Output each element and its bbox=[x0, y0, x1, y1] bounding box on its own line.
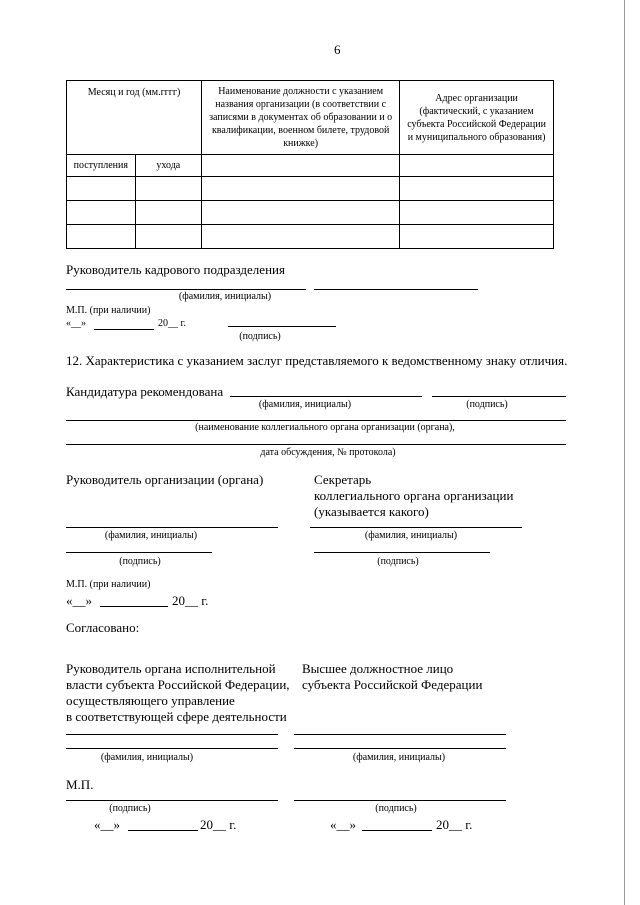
top-official-line1: Высшее должностное лицо bbox=[302, 661, 454, 676]
exec-head-line3: осуществляющего управление bbox=[66, 693, 235, 708]
section12-recommended: Кандидатура рекомендована bbox=[66, 384, 224, 399]
secretary-line3: (указывается какого) bbox=[314, 504, 429, 519]
top-official-name-line bbox=[294, 748, 506, 749]
section12-collegial-line bbox=[66, 420, 566, 421]
table-cell bbox=[202, 155, 400, 177]
exec-head-line1: Руководитель органа исполнительной bbox=[66, 661, 276, 676]
org-head-date-open: «__» bbox=[66, 593, 92, 608]
section12-heading: 12. Характеристика с указанием заслуг представляемого к ведомственному знаку отличия. bbox=[66, 353, 568, 368]
section12-protocol-line bbox=[66, 444, 566, 445]
hr-head-date-year: 20__ г. bbox=[158, 318, 186, 329]
section12-sign-line bbox=[432, 396, 566, 397]
secretary-title bbox=[314, 472, 513, 520]
page-edge bbox=[624, 0, 625, 905]
secretary-line2: коллегиального органа организации bbox=[314, 488, 514, 503]
hr-head-title: Руководитель кадрового подразделения bbox=[66, 262, 285, 277]
exec-head-line2: власти субъекта Российской Федерации, bbox=[66, 677, 290, 692]
exec-head-name-caption: (фамилия, инициалы) bbox=[100, 752, 194, 763]
top-official-line bbox=[294, 734, 506, 735]
hr-head-sign-line bbox=[228, 326, 336, 327]
org-head-date-year: 20__ г. bbox=[172, 593, 209, 608]
hr-head-date-line bbox=[94, 329, 154, 330]
secretary-sign-caption: (подпись) bbox=[377, 556, 419, 567]
exec-head-date-year: 20__ г. bbox=[200, 817, 237, 832]
org-head-name-caption: (фамилия, инициалы) bbox=[104, 530, 198, 541]
section12-name-line bbox=[230, 396, 422, 397]
secretary-line1: Секретарь bbox=[314, 472, 372, 487]
sub-header-out: ухода bbox=[135, 155, 202, 177]
sub-header-in: поступления bbox=[67, 155, 136, 177]
hr-head-line bbox=[66, 289, 306, 290]
section12-protocol-caption: дата обсуждения, № протокола) bbox=[260, 447, 396, 458]
org-head-sign-caption: (подпись) bbox=[119, 556, 161, 567]
top-official-date-line bbox=[362, 830, 432, 831]
secretary-name-caption: (фамилия, инициалы) bbox=[364, 530, 458, 541]
org-head-title: Руководитель организации (органа) bbox=[66, 472, 264, 487]
section12-collegial-caption: (наименование коллегиального органа организации (органа), bbox=[195, 422, 455, 433]
secretary-name-line bbox=[310, 527, 522, 528]
exec-head-line bbox=[66, 734, 278, 735]
top-official-title bbox=[302, 661, 482, 693]
exec-head-date-line bbox=[128, 830, 198, 831]
table-row bbox=[67, 225, 554, 249]
hr-head-stamp: М.П. (при наличии) bbox=[66, 305, 151, 316]
table-row bbox=[67, 177, 554, 201]
section12-sign-caption: (подпись) bbox=[466, 399, 508, 410]
employment-table bbox=[66, 80, 554, 249]
exec-head-sign-line bbox=[66, 800, 278, 801]
top-official-sign-line bbox=[294, 800, 506, 801]
org-head-date-line bbox=[100, 606, 168, 607]
exec-head-title bbox=[66, 661, 290, 725]
secretary-sign-line bbox=[314, 552, 490, 553]
exec-head-sign-caption: (подпись) bbox=[109, 803, 151, 814]
section12-name-caption: (фамилия, инициалы) bbox=[258, 399, 352, 410]
col-position-header: Наименование должности с указанием названия организации (в соответствии с записями в документах об образовании и о квалификации, военном билете, трудовой книжке) bbox=[202, 81, 400, 155]
top-official-date-open: «__» bbox=[330, 817, 356, 832]
col-month-year-header: Месяц и год (мм.гггг) bbox=[67, 81, 202, 155]
exec-head-stamp: М.П. bbox=[66, 777, 94, 792]
top-official-sign-caption: (подпись) bbox=[375, 803, 417, 814]
hr-head-sign-caption: (подпись) bbox=[239, 331, 281, 342]
top-official-date-year: 20__ г. bbox=[436, 817, 473, 832]
hr-head-name-caption: (фамилия, инициалы) bbox=[178, 291, 272, 302]
exec-head-date-open: «__» bbox=[94, 817, 120, 832]
hr-head-date-open: «__» bbox=[66, 318, 86, 329]
top-official-name-caption: (фамилия, инициалы) bbox=[352, 752, 446, 763]
page-number: 6 bbox=[334, 42, 341, 57]
table-row bbox=[67, 201, 554, 225]
org-head-stamp: М.П. (при наличии) bbox=[66, 579, 151, 590]
agreed-label: Согласовано: bbox=[66, 620, 140, 635]
hr-head-line bbox=[314, 289, 478, 290]
exec-head-name-line bbox=[66, 748, 278, 749]
exec-head-line4: в соответствующей сфере деятельности bbox=[66, 709, 287, 724]
table-cell bbox=[400, 155, 554, 177]
col-address-header: Адрес организации (фактический, с указанием субъекта Российской Федерации и муниципального образования) bbox=[400, 81, 554, 155]
org-head-sign-line bbox=[66, 552, 212, 553]
top-official-line2: субъекта Российской Федерации bbox=[302, 677, 483, 692]
org-head-name-line bbox=[66, 527, 278, 528]
